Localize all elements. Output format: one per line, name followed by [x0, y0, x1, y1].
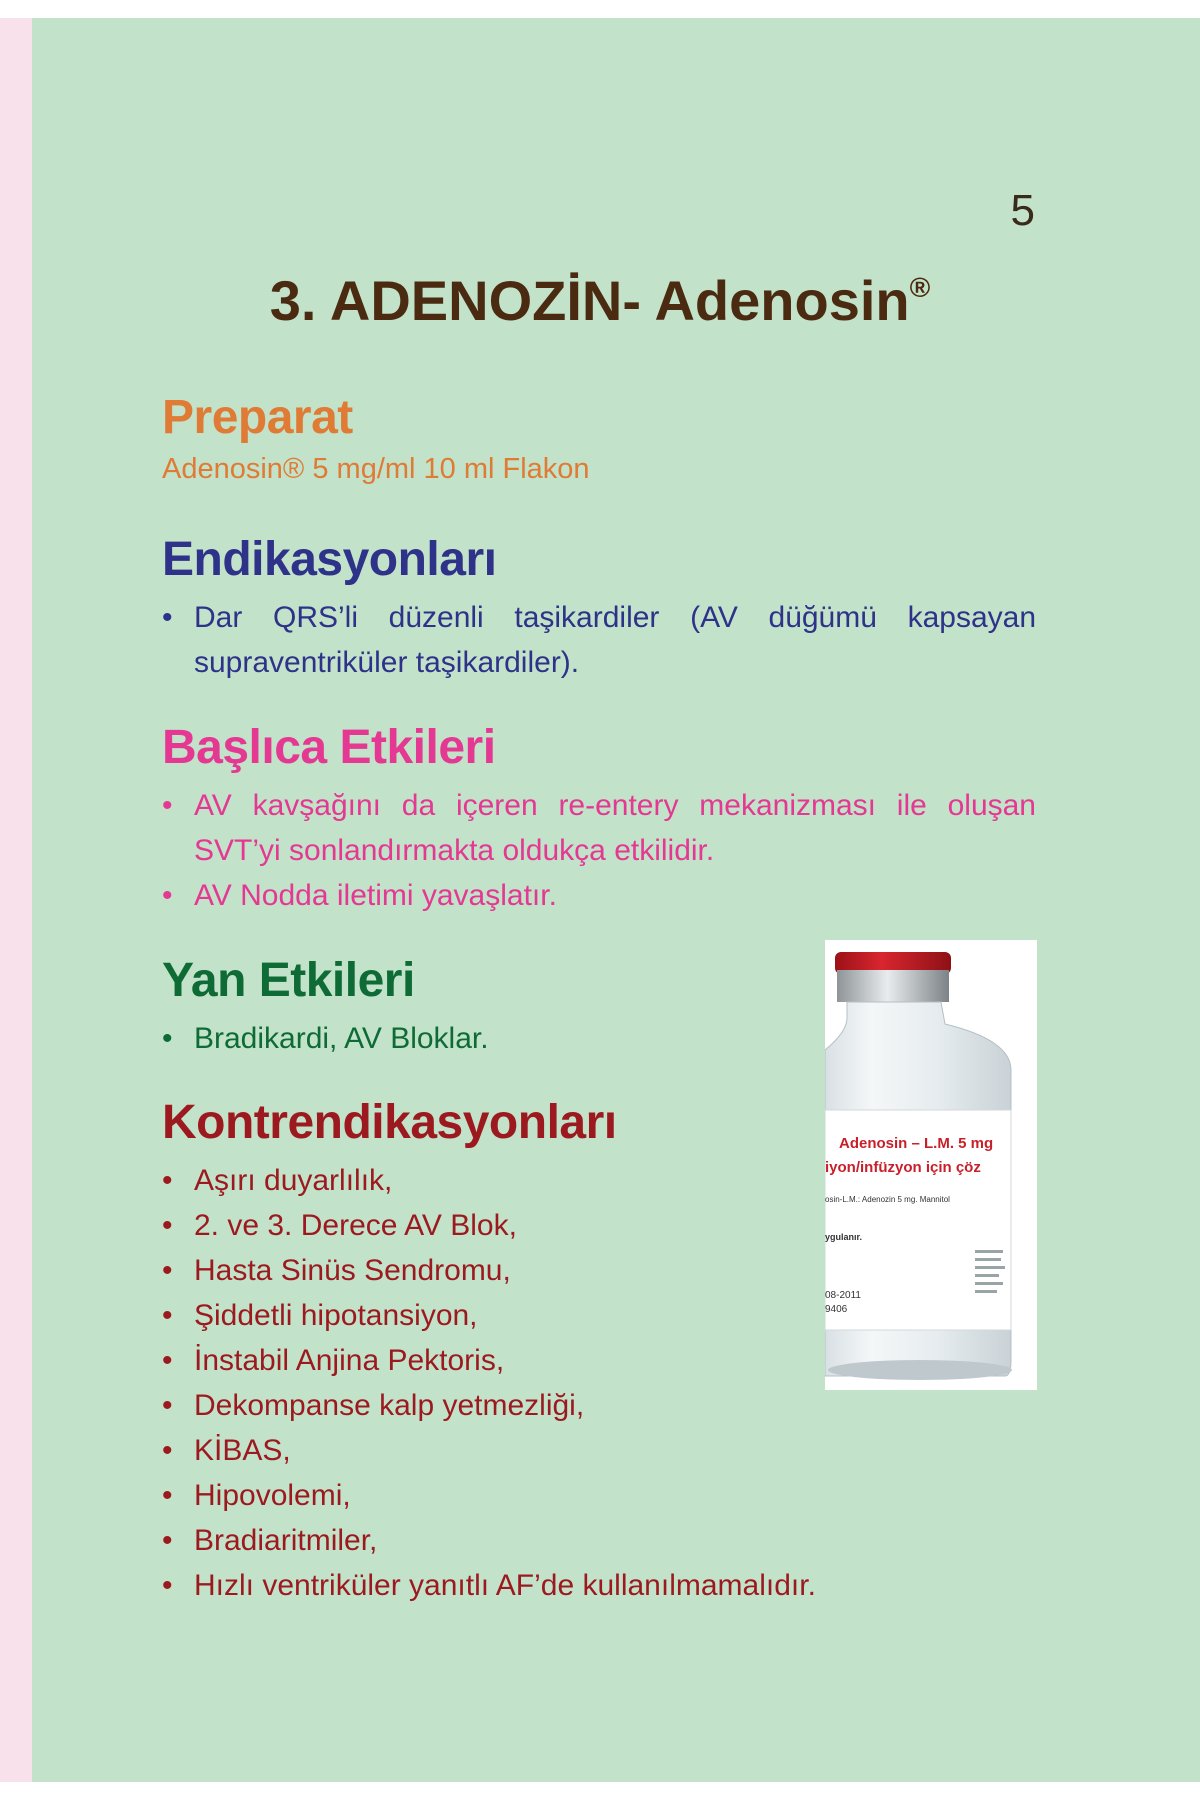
section-preparat: [162, 390, 1036, 486]
list-item: [162, 873, 1036, 918]
baslica-etkileri-list: [162, 783, 1036, 918]
list-item: [162, 595, 1036, 685]
list-item-text: Aşırı duyarlılık,: [194, 1164, 393, 1198]
list-item-text: Şiddetli hipotansiyon,: [194, 1299, 478, 1333]
list-item-text: Hipovolemi,: [194, 1479, 351, 1513]
list-item: [162, 1383, 862, 1428]
section-kontrendikasyonlari: [162, 1095, 862, 1608]
list-item-text: AV kavşağını da içeren re-entery mekanizması ile oluşan SVT’yi sonlandırmakta oldukça etkilidir.: [194, 789, 1036, 868]
list-item: [162, 783, 1036, 873]
bullet-icon: •: [162, 1569, 173, 1603]
list-item-text: Dekompanse kalp yetmezliği,: [194, 1389, 585, 1423]
list-item: [162, 1016, 802, 1061]
bullet-icon: •: [162, 1524, 173, 1558]
list-item-text: Bradikardi, AV Bloklar.: [194, 1022, 489, 1056]
bullet-icon: •: [162, 1479, 173, 1513]
list-item: [162, 1158, 862, 1203]
bullet-icon: •: [162, 1389, 173, 1423]
list-item-text: Hasta Sinüs Sendromu,: [194, 1254, 511, 1288]
kontrendikasyonlari-list: [162, 1158, 862, 1608]
title-text: 3. ADENOZİN- Adenosin: [269, 269, 910, 332]
list-item-text: Hızlı ventriküler yanıtlı AF’de kullanılmamalıdır.: [194, 1569, 816, 1603]
list-item: [162, 1473, 862, 1518]
vial-crimp: [837, 970, 949, 1002]
list-item-text: KİBAS,: [194, 1434, 291, 1468]
kontrendikasyonlari-heading: Kontrendikasyonları: [162, 1096, 617, 1149]
bullet-icon: •: [162, 1209, 173, 1243]
page-number: 5: [1010, 186, 1035, 235]
list-item: [162, 1203, 862, 1248]
list-item: [162, 1563, 862, 1608]
page-title: [0, 268, 1200, 333]
vial-label-line4: ygulanır.: [825, 1232, 863, 1242]
bullet-icon: •: [162, 1434, 173, 1468]
bullet-icon: •: [162, 601, 173, 635]
list-item-text: Dar QRS’li düzenli taşikardiler (AV düğümü kapsayan supraventriküler taşikardiler).: [194, 601, 1036, 680]
bullet-icon: •: [162, 1344, 173, 1378]
yan-etkileri-heading: Yan Etkileri: [162, 954, 415, 1007]
preparat-text: Adenosin® 5 mg/ml 10 ml Flakon: [162, 453, 590, 486]
document-page: [0, 18, 1200, 1782]
preparat-heading: Preparat: [162, 391, 353, 444]
baslica-etkileri-heading: Başlıca Etkileri: [162, 721, 496, 774]
vial-label-line5: 08-2011: [825, 1290, 861, 1301]
endikasyonlari-list: [162, 595, 1036, 685]
list-item-text: Bradiaritmiler,: [194, 1524, 378, 1558]
registered-mark: ®: [909, 272, 931, 303]
vial-label-line3: osin-L.M.: Adenozin 5 mg. Mannitol: [825, 1195, 950, 1204]
list-item-text: 2. ve 3. Derece AV Blok,: [194, 1209, 517, 1243]
section-endikasyonlari: [162, 532, 1036, 685]
vial-illustration: [825, 940, 1037, 1390]
list-item: [162, 1518, 862, 1563]
list-item-text: AV Nodda iletimi yavaşlatır.: [194, 879, 557, 913]
section-baslica-etkileri: [162, 720, 1036, 918]
list-item: [162, 1338, 862, 1383]
bullet-icon: •: [162, 879, 173, 913]
adenosin-vial-photo: [825, 940, 1037, 1390]
bullet-icon: •: [162, 1254, 173, 1288]
list-item: [162, 1293, 862, 1338]
bullet-icon: •: [162, 789, 173, 823]
vial-label-line6: 9406: [825, 1304, 848, 1315]
bullet-icon: •: [162, 1299, 173, 1333]
vial-label-line1: Adenosin – L.M. 5 mg: [839, 1135, 994, 1152]
section-yan-etkileri: [162, 953, 802, 1061]
list-item: [162, 1248, 862, 1293]
list-item: [162, 1428, 862, 1473]
bullet-icon: •: [162, 1164, 173, 1198]
endikasyonlari-heading: Endikasyonları: [162, 533, 497, 586]
yan-etkileri-list: [162, 1016, 802, 1061]
vial-label-line2: iyon/infüzyon için çöz: [825, 1159, 981, 1176]
list-item-text: İnstabil Anjina Pektoris,: [194, 1344, 505, 1378]
bullet-icon: •: [162, 1022, 173, 1056]
vial-base: [828, 1360, 1012, 1380]
